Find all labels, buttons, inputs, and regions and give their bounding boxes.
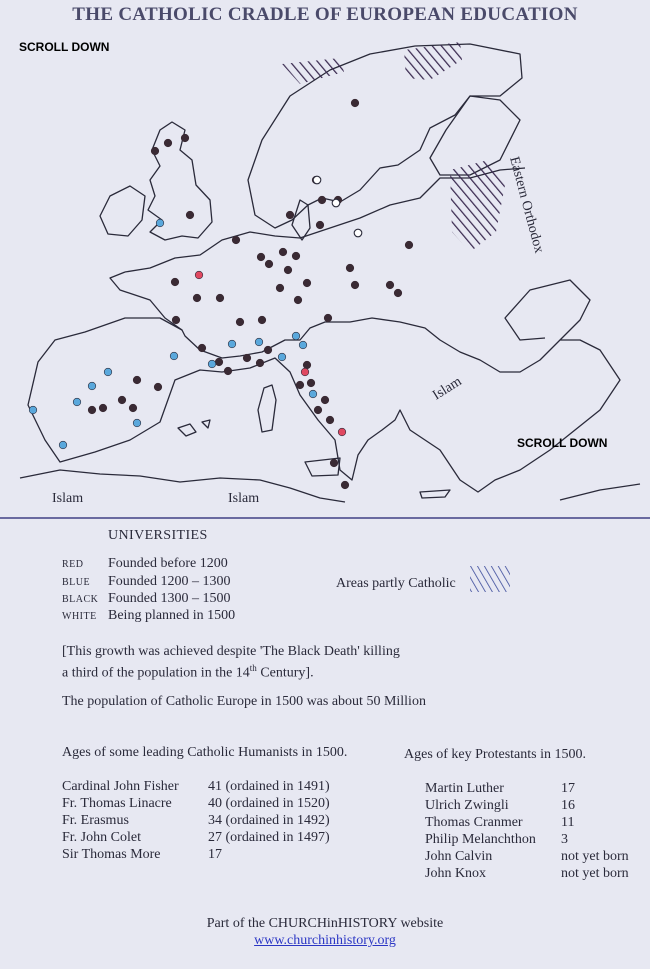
person-row [425, 832, 568, 848]
legend-key: WHITE [62, 611, 97, 622]
person-age: 17 [208, 847, 222, 862]
university-marker-black [303, 279, 311, 287]
hatched-area-east [450, 160, 506, 252]
university-marker-black [193, 294, 201, 302]
university-marker-black [303, 361, 311, 369]
finland-outline [430, 96, 520, 175]
note-line-1: [This growth was achieved despite 'The Black Death' killing [62, 644, 400, 659]
university-marker-black [215, 358, 223, 366]
legend-heading: UNIVERSITIES [108, 528, 208, 543]
person-age: 34 (ordained in 1492) [208, 813, 330, 828]
university-marker-black [151, 147, 159, 155]
section-divider [0, 517, 650, 519]
person-row [425, 798, 575, 814]
university-marker-blue [170, 352, 178, 360]
university-marker-black [133, 376, 141, 384]
university-marker-black [265, 260, 273, 268]
scroll-down-hint-top: SCROLL DOWN [19, 40, 110, 54]
university-marker-black [296, 381, 304, 389]
university-marker-black [316, 221, 324, 229]
corsica-sardinia-outline [258, 385, 276, 432]
university-marker-blue [156, 219, 164, 227]
person-age: 27 (ordained in 1497) [208, 830, 330, 845]
person-row [425, 781, 575, 797]
legend-row-red [62, 556, 228, 572]
protestants-heading: Ages of key Protestants in 1500. [404, 747, 586, 762]
university-marker-blue [133, 419, 141, 427]
hatched-area-north-1 [282, 58, 344, 84]
legend-key: BLACK [62, 594, 99, 605]
university-marker-black [118, 396, 126, 404]
university-marker-blue [299, 341, 307, 349]
person-name: Thomas Cranmer [425, 815, 523, 830]
university-marker-black [341, 481, 349, 489]
label-islam-east: Islam [430, 374, 465, 404]
legend-key: RED [62, 559, 84, 570]
population-note: The population of Catholic Europe in 1500 was about 50 Million [62, 694, 426, 709]
university-marker-black [236, 318, 244, 326]
university-marker-black [186, 211, 194, 219]
university-marker-black [284, 266, 292, 274]
person-age: 17 [561, 781, 575, 796]
person-age: 41 (ordained in 1491) [208, 779, 330, 794]
ireland-outline [100, 186, 145, 236]
university-marker-black [346, 264, 354, 272]
person-row [62, 779, 330, 795]
university-marker-black [224, 367, 232, 375]
university-marker-blue [104, 368, 112, 376]
person-name: Sir Thomas More [62, 847, 161, 862]
university-marker-black [232, 236, 240, 244]
university-marker-black [286, 211, 294, 219]
university-marker-blue [228, 340, 236, 348]
person-row [62, 847, 222, 863]
university-marker-black [292, 252, 300, 260]
university-marker-blue [29, 406, 37, 414]
university-marker-black [88, 406, 96, 414]
university-marker-black [386, 281, 394, 289]
university-marker-white [313, 176, 321, 184]
university-marker-white [354, 229, 362, 237]
university-marker-black [351, 99, 359, 107]
university-marker-black [99, 404, 107, 412]
person-row [425, 849, 629, 865]
hatch-swatch-icon [470, 566, 510, 592]
university-marker-red [338, 428, 346, 436]
university-marker-black [307, 379, 315, 387]
legend-key: BLUE [62, 577, 91, 588]
person-name: Martin Luther [425, 781, 504, 796]
scroll-down-hint-right: SCROLL DOWN [517, 436, 608, 450]
hatched-area-north-2 [404, 42, 462, 80]
person-name: Philip Melanchthon [425, 832, 536, 847]
university-marker-black [321, 396, 329, 404]
page-title: THE CATHOLIC CRADLE OF EUROPEAN EDUCATION [72, 4, 578, 25]
university-marker-red [195, 271, 203, 279]
university-marker-red [301, 368, 309, 376]
note-line-2: a third of the population in the 14th Century]. [62, 663, 314, 681]
black-sea-coast [505, 280, 590, 340]
university-marker-blue [208, 360, 216, 368]
person-row [425, 866, 629, 882]
footer-text: Part of the CHURCHinHISTORY website [206, 916, 444, 931]
label-islam-south: Islam [228, 491, 260, 506]
university-marker-black [198, 344, 206, 352]
university-marker-blue [59, 441, 67, 449]
university-marker-black [164, 139, 172, 147]
label-eastern-orthodox: Eastern Orthodox [506, 155, 547, 255]
person-name: Ulrich Zwingli [425, 798, 509, 813]
university-marker-black [326, 416, 334, 424]
university-marker-blue [278, 353, 286, 361]
university-marker-black [351, 281, 359, 289]
university-marker-black [181, 134, 189, 142]
legend-row-blue [62, 574, 231, 590]
person-name: Fr. John Colet [62, 830, 141, 845]
black-death-note [62, 644, 400, 682]
university-marker-blue [73, 398, 81, 406]
balearic-islands [178, 420, 210, 436]
university-marker-black [279, 248, 287, 256]
university-marker-black [258, 316, 266, 324]
university-marker-black [129, 404, 137, 412]
person-row [62, 830, 330, 846]
person-age: not yet born [561, 866, 629, 881]
university-marker-black [330, 459, 338, 467]
person-row [425, 815, 574, 831]
university-marker-black [171, 278, 179, 286]
legend-text: Being planned in 1500 [108, 608, 236, 623]
university-markers [29, 99, 413, 489]
person-age: 11 [561, 815, 575, 830]
university-marker-black [394, 289, 402, 297]
person-age: 40 (ordained in 1520) [208, 796, 330, 811]
university-marker-blue [255, 338, 263, 346]
partly-catholic-label: Areas partly Catholic [336, 576, 456, 591]
university-marker-white [332, 199, 340, 207]
university-marker-black [276, 284, 284, 292]
university-marker-black [314, 406, 322, 414]
coastlines [20, 44, 640, 502]
person-row [62, 813, 330, 829]
person-name: Fr. Erasmus [62, 813, 129, 828]
university-marker-black [294, 296, 302, 304]
university-marker-black [154, 383, 162, 391]
person-age: 16 [561, 798, 575, 813]
person-name: Cardinal John Fisher [62, 779, 179, 794]
person-age: not yet born [561, 849, 629, 864]
university-marker-black [172, 316, 180, 324]
partly-catholic-areas [282, 42, 506, 252]
legend-text: Founded 1200 – 1300 [108, 574, 231, 589]
university-marker-black [324, 314, 332, 322]
university-marker-black [216, 294, 224, 302]
legend-text: Founded before 1200 [108, 556, 228, 571]
website-link[interactable]: www.churchinhistory.org [254, 933, 396, 948]
university-marker-black [256, 359, 264, 367]
person-name: Fr. Thomas Linacre [62, 796, 172, 811]
university-marker-black [243, 354, 251, 362]
person-name: John Calvin [425, 849, 493, 864]
university-marker-black [257, 253, 265, 261]
university-marker-black [405, 241, 413, 249]
university-marker-black [264, 346, 272, 354]
legend-row-white [62, 608, 235, 624]
university-marker-blue [292, 332, 300, 340]
university-marker-black [318, 196, 326, 204]
east-mediterranean-coast [560, 484, 640, 500]
humanists-heading: Ages of some leading Catholic Humanists in 1500. [62, 745, 348, 760]
university-marker-blue [309, 390, 317, 398]
legend-text: Founded 1300 – 1500 [108, 591, 231, 606]
person-name: John Knox [425, 866, 487, 881]
person-age: 3 [561, 832, 568, 847]
crete-outline [420, 490, 450, 498]
person-row [62, 796, 330, 812]
university-marker-blue [88, 382, 96, 390]
label-islam-southwest: Islam [52, 491, 84, 506]
legend-row-black [62, 591, 231, 607]
